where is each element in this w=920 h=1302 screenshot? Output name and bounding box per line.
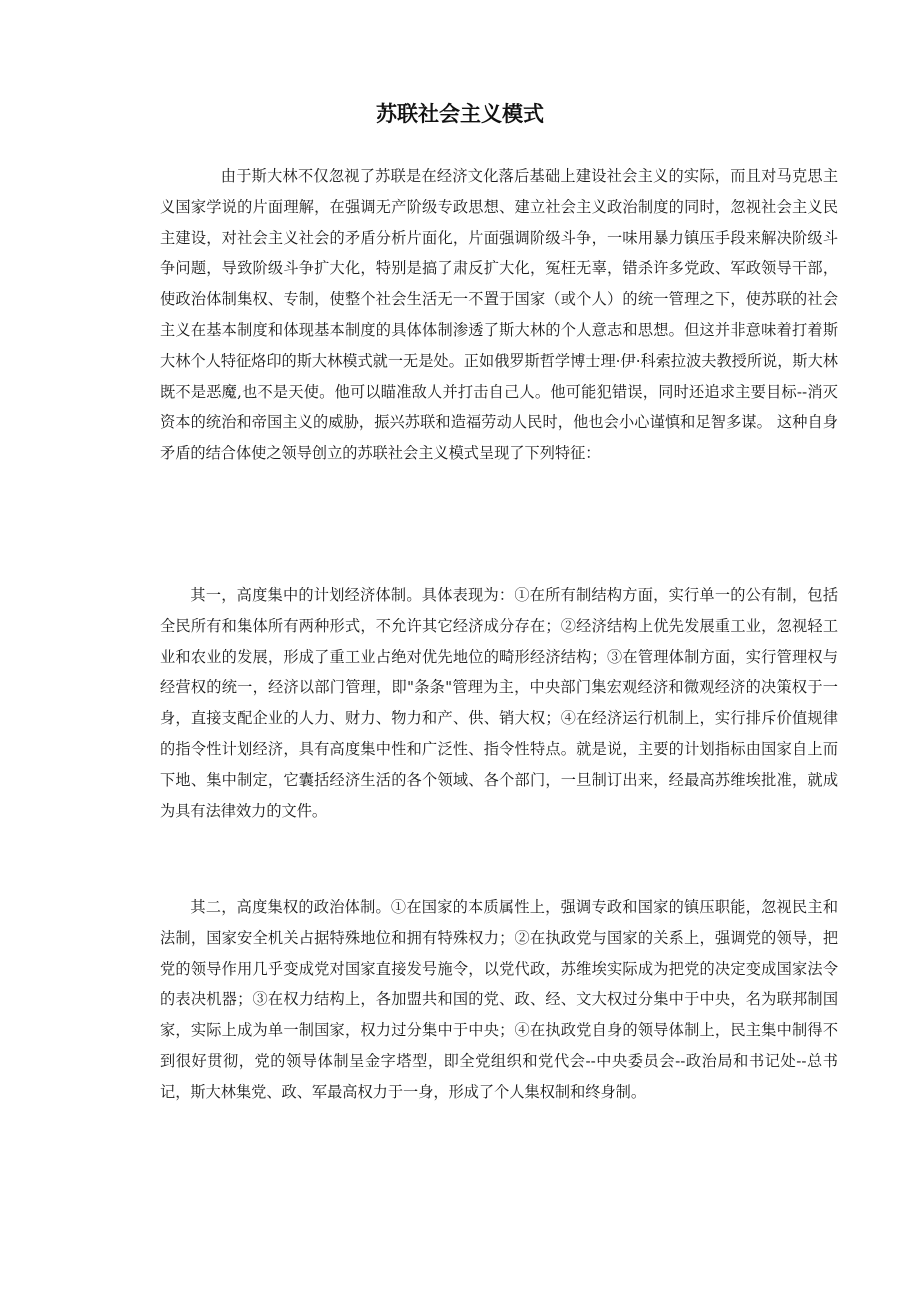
page-title: 苏联社会主义模式 [376, 102, 544, 126]
paragraph-intro: 由于斯大林不仅忽视了苏联是在经济文化落后基础上建设社会主义的实际，而且对马克思主义国家学说的片面理解，在强调无产阶级专政思想、建立社会主义政治制度的同时，忽视社会主义民主建设，对社会主义社会的矛盾分析片面化，片面强调阶级斗争，一味用暴力镇压手段来解决阶级斗争问题，导致阶级斗争扩大化，特别是搞了肃反扩大化，冤枉无辜，错杀许多党政、军政领导干部，使政治体制集权、专制，使整个社会生活无一不置于国家（或个人）的统一管理之下，使苏联的社会主义在基本制度和体现基本制度的具体体制渗透了斯大林的个人意志和思想。但这并非意味着打着斯大林个人特征烙印的斯大林模式就一无是处。正如俄罗斯哲学博士理·伊·科索拉波夫教授所说，斯大林既不是恶魔,也不是天使。他可以瞄准敌人并打击自己人。他可能犯错误，同时还追求主要目标--消灭资本的统治和帝国主义的威胁，振兴苏联和造福劳动人民时，他也会小心谨慎和足智多谋。 这种自身矛盾的结合体使之领导创立的苏联社会主义模式呈现了下列特征： [160, 167, 838, 463]
paragraph-political-system: 其二，高度集权的政治体制。①在国家的本质属性上，强调专政和国家的镇压职能，忽视民主和法制，国家安全机关占据特殊地位和拥有特殊权力；②在执政党与国家的关系上，强调党的领导，把党的领导作用几乎变成党对国家直接发号施令，以党代政，苏维埃实际成为把党的决定变成国家法令的表决机器；③在权力结构上，各加盟共和国的党、政、经、文大权过分集中于中央，名为联邦制国家，实际上成为单一制国家，权力过分集中于中央；④在执政党自身的领导体制上，民主集中制得不到很好贯彻，党的领导体制呈金字塔型，即全党组织和党代会--中央委员会--政治局和书记处--总书记，斯大林集党、政、军最高权力于一身，形成了个人集权制和终身制。 [160, 898, 838, 1101]
paragraph-economic-system: 其一，高度集中的计划经济体制。具体表现为：①在所有制结构方面，实行单一的公有制，包括全民所有和集体所有两种形式，不允许其它经济成分存在；②经济结构上优先发展重工业，忽视轻工业和农业的发展，形成了重工业占绝对优先地位的畸形经济结构；③在管理体制方面，实行管理权与经营权的统一，经济以部门管理，即"条条"管理为主，中央部门集宏观经济和微观经济的决策权于一身，直接支配企业的人力、财力、物力和产、供、销大权；④在经济运行机制上，实行排斥价值规律的指令性计划经济，具有高度集中性和广泛性、指令性特点。就是说，主要的计划指标由国家自上而下地、集中制定，它囊括经济生活的各个领域、各个部门，一旦制订出来，经最高苏维埃批准，就成为具有法律效力的文件。 [160, 586, 838, 820]
